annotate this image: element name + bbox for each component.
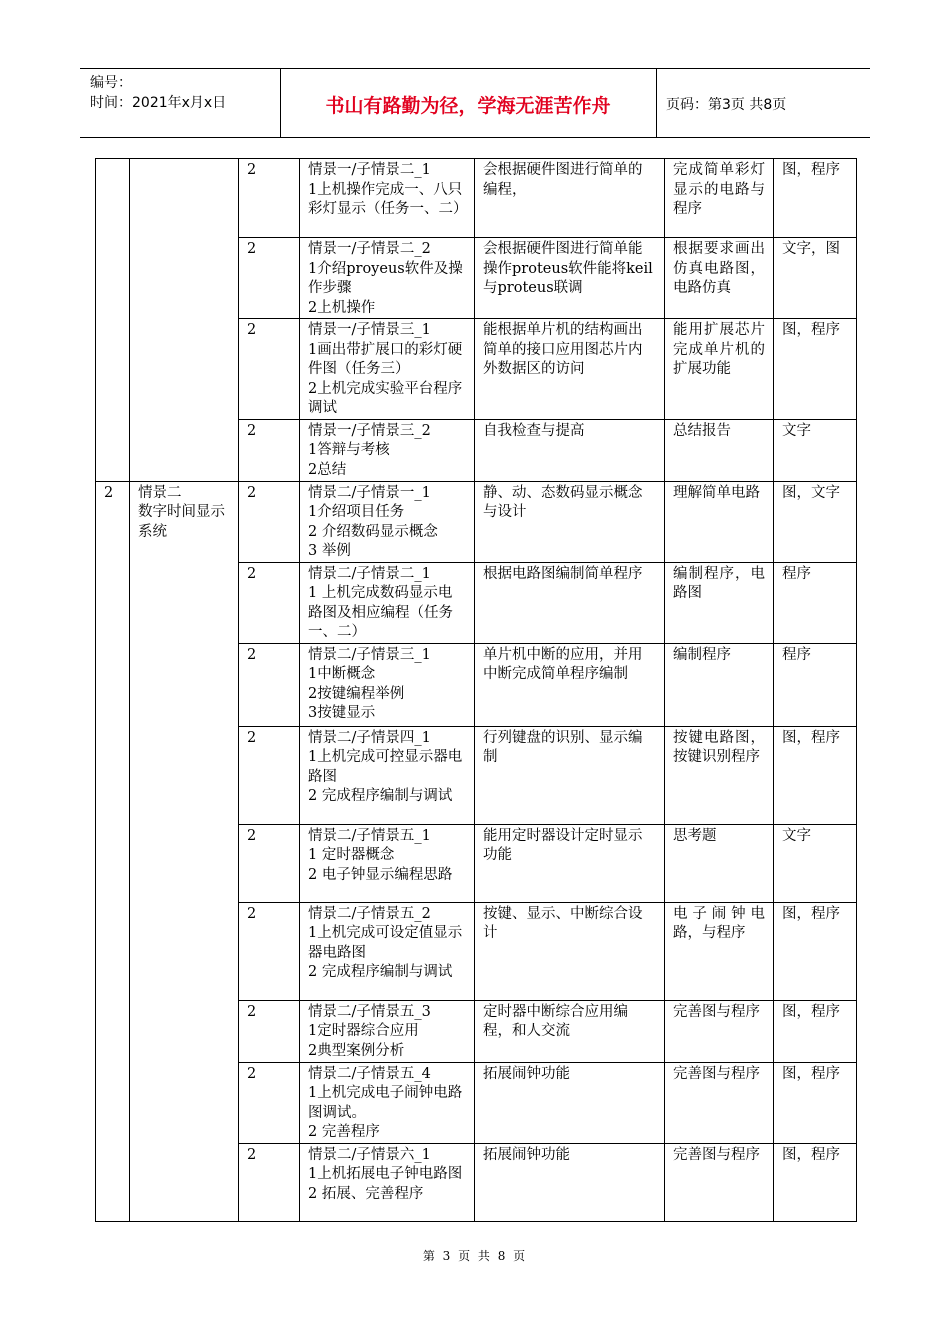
result-cell: 能用扩展芯片完成单片机的扩展功能 bbox=[665, 319, 774, 420]
content-line: 2 拓展、完善程序 bbox=[308, 1185, 424, 1202]
header-page-number: 页码：第3页 共8页 bbox=[666, 97, 787, 113]
content-line: 情景一/子情景二_2 bbox=[308, 241, 431, 257]
form-cell: 文字，图 bbox=[774, 238, 857, 319]
goal-cell: 会根据硬件图进行简单的编程， bbox=[475, 159, 665, 238]
content-line: 1介绍项目任务 bbox=[308, 504, 405, 520]
content-line: 1上机完成可控显示器电路图 bbox=[308, 749, 463, 785]
content-line: 情景二/子情景六_1 bbox=[308, 1146, 431, 1163]
result-cell: 完成简单彩灯显示的电路与程序 bbox=[665, 159, 774, 238]
content-line: 情景一/子情景三_2 bbox=[308, 422, 431, 439]
goal-cell: 行列键盘的识别、显示编制 bbox=[475, 726, 665, 824]
hours-cell: 2 bbox=[239, 726, 300, 824]
form-cell: 图，程序 bbox=[774, 1000, 857, 1062]
result-cell: 完善图与程序 bbox=[665, 1000, 774, 1062]
content-line: 1上机完成可设定值显示器电路图 bbox=[308, 925, 463, 961]
content-line: 1 定时器概念 bbox=[308, 847, 395, 863]
content-cell bbox=[300, 1062, 475, 1143]
content-cell bbox=[300, 562, 475, 643]
goal-cell: 静、动、态数码显示概念与设计 bbox=[475, 481, 665, 562]
goal-cell: 拓展闹钟功能 bbox=[475, 1143, 665, 1221]
result-cell: 完善图与程序 bbox=[665, 1143, 774, 1221]
goal-cell: 根据电路图编制简单程序 bbox=[475, 562, 665, 643]
hours-cell: 2 bbox=[239, 1000, 300, 1062]
hours-cell: 2 bbox=[239, 481, 300, 562]
content-line: 情景二/子情景五_3 bbox=[308, 1003, 431, 1020]
content-line: 1答辩与考核 bbox=[308, 442, 390, 458]
result-cell: 按键电路图，按键识别程序 bbox=[665, 726, 774, 824]
hours-cell: 2 bbox=[239, 319, 300, 420]
content-line: 2总结 bbox=[308, 461, 347, 478]
group-index: 2 bbox=[104, 484, 114, 501]
header-divider bbox=[656, 69, 657, 137]
group-index-cell bbox=[96, 481, 130, 1221]
content-cell bbox=[300, 481, 475, 562]
group-index-cell bbox=[96, 159, 130, 482]
content-line: 3 举例 bbox=[308, 543, 351, 559]
page-header bbox=[80, 68, 870, 138]
hours-cell: 2 bbox=[239, 1062, 300, 1143]
content-cell bbox=[300, 643, 475, 726]
content-line: 2 介绍数码显示概念 bbox=[308, 523, 438, 540]
form-cell: 文字 bbox=[774, 824, 857, 902]
goal-cell: 拓展闹钟功能 bbox=[475, 1062, 665, 1143]
content-line: 2上机操作 bbox=[308, 299, 376, 316]
form-cell: 图，程序 bbox=[774, 1062, 857, 1143]
content-line: 1 上机完成数码显示电路图及相应编程（任务一、二） bbox=[308, 585, 453, 640]
form-cell: 图，程序 bbox=[774, 1143, 857, 1221]
goal-cell: 定时器中断综合应用编程，和人交流 bbox=[475, 1000, 665, 1062]
hours-cell: 2 bbox=[239, 159, 300, 238]
content-line: 2典型案例分析 bbox=[308, 1042, 405, 1059]
result-cell: 根据要求画出仿真电路图，电路仿真 bbox=[665, 238, 774, 319]
content-line: 1上机操作完成一、八只彩灯显示（任务一、二） bbox=[308, 181, 468, 217]
page-footer: 第 3 页 共 8 页 bbox=[422, 1249, 528, 1263]
goal-cell: 能根据单片机的结构画出简单的接口应用图芯片内外数据区的访问 bbox=[475, 319, 665, 420]
group-title: 情景二 bbox=[138, 484, 182, 501]
header-meta bbox=[90, 73, 226, 113]
content-line: 情景二/子情景五_4 bbox=[308, 1065, 431, 1082]
content-line: 情景二/子情景二_1 bbox=[308, 565, 431, 582]
goal-cell: 单片机中断的应用，并用中断完成简单程序编制 bbox=[475, 643, 665, 726]
hours-cell: 2 bbox=[239, 419, 300, 481]
content-line: 1上机完成电子闹钟电路图调试。 bbox=[308, 1085, 463, 1121]
result-cell: 总结报告 bbox=[665, 419, 774, 481]
hours-cell: 2 bbox=[239, 562, 300, 643]
content-cell bbox=[300, 319, 475, 420]
content-line: 情景二/子情景五_1 bbox=[308, 827, 431, 844]
content-cell bbox=[300, 902, 475, 1000]
form-cell: 图，程序 bbox=[774, 902, 857, 1000]
form-cell: 图，程序 bbox=[774, 726, 857, 824]
form-cell: 图，文字 bbox=[774, 481, 857, 562]
content-line: 1定时器综合应用 bbox=[308, 1023, 419, 1039]
content-line: 2 电子钟显示编程思路 bbox=[308, 866, 453, 883]
group-title-cell bbox=[130, 159, 239, 482]
result-cell: 理解简单电路 bbox=[665, 481, 774, 562]
content-line: 1介绍proyeus软件及操作步骤 bbox=[308, 260, 463, 296]
content-cell bbox=[300, 238, 475, 319]
content-line: 情景二/子情景三_1 bbox=[308, 646, 431, 663]
form-cell: 图，程序 bbox=[774, 319, 857, 420]
hours-cell: 2 bbox=[239, 1143, 300, 1221]
content-line: 1中断概念 bbox=[308, 666, 376, 682]
form-cell: 程序 bbox=[774, 562, 857, 643]
result-cell: 编制程序，电路图 bbox=[665, 562, 774, 643]
result-cell: 编制程序 bbox=[665, 643, 774, 726]
result-cell: 电子闹钟电路，与程序 bbox=[665, 902, 774, 1000]
content-line: 1画出带扩展口的彩灯硬件图（任务三） bbox=[308, 341, 463, 377]
goal-cell: 自我检查与提高 bbox=[475, 419, 665, 481]
hours-cell: 2 bbox=[239, 643, 300, 726]
table-row bbox=[96, 159, 857, 238]
document-date-label: 时间：2021年x月x日 bbox=[90, 95, 227, 111]
form-cell: 图，程序 bbox=[774, 159, 857, 238]
hours-cell: 2 bbox=[239, 902, 300, 1000]
goal-cell: 按键、显示、中断综合设计 bbox=[475, 902, 665, 1000]
content-line: 2 完善程序 bbox=[308, 1124, 380, 1140]
content-line: 情景一/子情景二_1 bbox=[308, 162, 431, 178]
form-cell: 文字 bbox=[774, 419, 857, 481]
course-schedule-table bbox=[95, 158, 857, 1222]
content-cell bbox=[300, 824, 475, 902]
content-line: 2按键编程举例 bbox=[308, 685, 405, 702]
table-row bbox=[96, 481, 857, 562]
result-cell: 完善图与程序 bbox=[665, 1062, 774, 1143]
document-number-label: 编号： bbox=[90, 75, 132, 91]
content-line: 3按键显示 bbox=[308, 705, 376, 721]
content-cell bbox=[300, 159, 475, 238]
content-cell bbox=[300, 1143, 475, 1221]
group-subtitle: 数字时间显示系统 bbox=[138, 504, 225, 540]
content-line: 2上机完成实验平台程序调试 bbox=[308, 380, 463, 416]
content-line: 2 完成程序编制与调试 bbox=[308, 964, 453, 980]
hours-cell: 2 bbox=[239, 238, 300, 319]
content-cell bbox=[300, 1000, 475, 1062]
content-line: 2 完成程序编制与调试 bbox=[308, 788, 453, 804]
content-line: 情景二/子情景一_1 bbox=[308, 484, 431, 501]
group-title-cell bbox=[130, 481, 239, 1221]
header-motto: 书山有路勤为径，学海无涯苦作舟 bbox=[325, 95, 611, 117]
result-cell: 思考题 bbox=[665, 824, 774, 902]
goal-cell: 能用定时器设计定时显示功能 bbox=[475, 824, 665, 902]
content-cell bbox=[300, 726, 475, 824]
content-line: 情景一/子情景三_1 bbox=[308, 322, 431, 338]
content-cell bbox=[300, 419, 475, 481]
content-line: 情景二/子情景五_2 bbox=[308, 905, 431, 922]
content-line: 1上机拓展电子钟电路图 bbox=[308, 1166, 463, 1182]
content-line: 情景二/子情景四_1 bbox=[308, 729, 431, 746]
goal-cell: 会根据硬件图进行简单能操作proteus软件能将keil与proteus联调 bbox=[475, 238, 665, 319]
form-cell: 程序 bbox=[774, 643, 857, 726]
hours-cell: 2 bbox=[239, 824, 300, 902]
